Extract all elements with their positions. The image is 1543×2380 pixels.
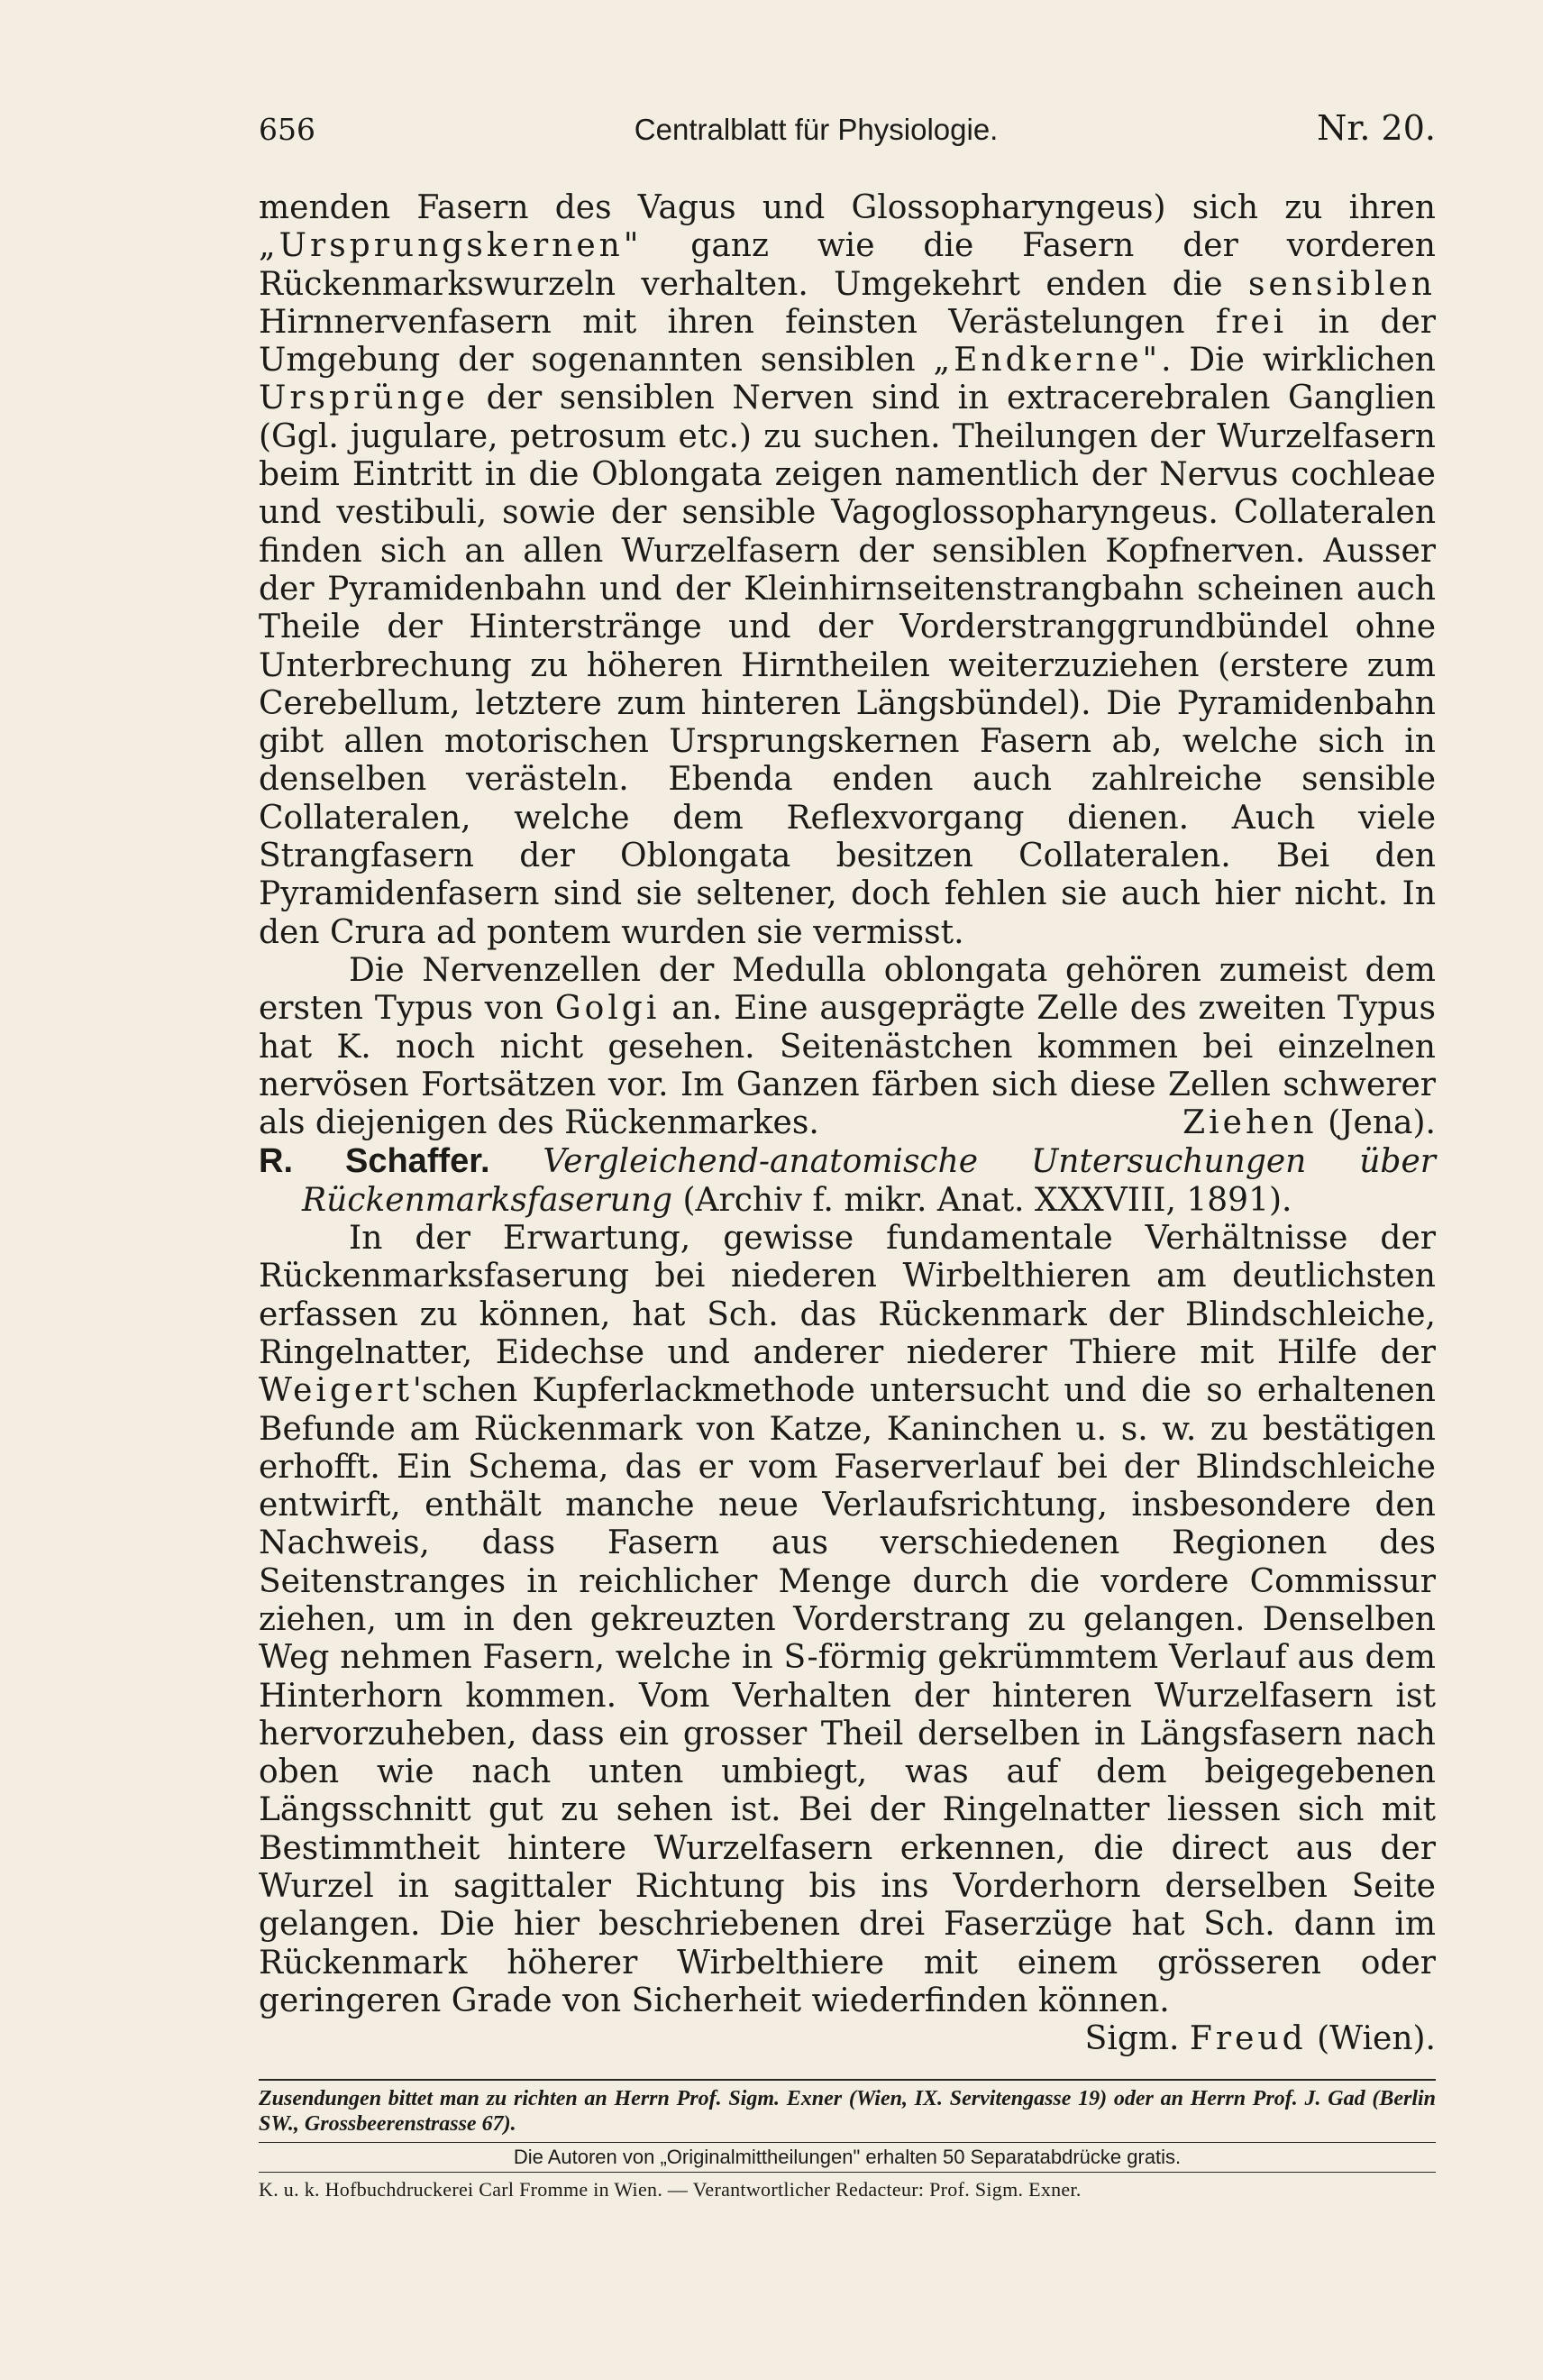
spaced-term: „Ursprungskernen" bbox=[259, 227, 643, 265]
reviewer-signature bbox=[995, 2020, 1436, 2058]
offprints-note: Die Autoren von „Originalmittheilungen" erhalten 50 Separatabdrücke gratis. bbox=[259, 2142, 1436, 2173]
reviewer-place: (Wien). bbox=[1306, 2020, 1436, 2058]
printer-imprint: K. u. k. Hofbuchdruckerei Carl Fromme in Wien. — Verantwortlicher Redacteur: Prof. Sigm. Exner. bbox=[259, 2177, 1082, 2201]
issue-number: Nr. 20. bbox=[1317, 108, 1436, 148]
reviewer-place: (Jena). bbox=[1317, 1104, 1436, 1142]
text-run: an. Eine ausgeprägte Zelle des zweiten Typus hat K. noch nicht gesehen. Seitenästchen kommen bei einzelnen nervösen Fortsätzen vor. Im Ganzen färben sich diese Zellen schwerer als diejenigen des Rückenmarkes. bbox=[259, 990, 1436, 1142]
reviewer-name: Freud bbox=[1189, 2020, 1307, 2058]
page-footer bbox=[259, 2079, 1436, 2202]
review-ziehen-paragraph-2 bbox=[259, 952, 1436, 1142]
text-run: menden Fasern des Vagus und Glossopharyngeus) sich zu ihren bbox=[259, 189, 1436, 226]
text-run: Die Nervenzellen der Medulla oblongata gehören zumeist dem ersten Typus von bbox=[259, 951, 1436, 1028]
text-run: In der Erwartung, gewisse fundamentale Verhältnisse der Rückenmarksfaserung bei niederen Wirbelthieren am deutlichsten erfassen zu können, hat Sch. das Rückenmark der Blindschleiche, Ringelnatter, Eidechse und anderer niederer Thiere mit Hilfe der bbox=[259, 1220, 1436, 1371]
page-number: 656 bbox=[259, 112, 315, 147]
review-ziehen-paragraph-1 bbox=[259, 189, 1436, 952]
reviewer-signature bbox=[1092, 1104, 1436, 1142]
review-title: Vergleichend-anatomische Untersuchungen über Rückenmarksfaserung bbox=[302, 1143, 1436, 1219]
running-title: Centralblatt für Physiologie. bbox=[634, 113, 999, 146]
review-schaffer-heading bbox=[259, 1142, 1436, 1220]
spaced-term: Ursprünge bbox=[259, 380, 469, 417]
review-author: R. Schaffer. bbox=[259, 1142, 490, 1181]
page-header bbox=[259, 108, 1436, 162]
text-run: 'schen Kupferlackmethode untersucht und die so erhaltenen Befunde am Rückenmark von Katze, Kaninchen u. s. w. zu bestätigen erhofft. Ein Schema, das er vom Faserverlauf bei der Blindschleiche entwirft, enthält manche neue Verlaufsrichtung, insbesondere den Nachweis, dass Fasern aus verschiedenen Regionen des Seitenstranges in reichlicher Menge durch die vordere Commissur ziehen, um in den gekreuzten Vorderstrang zu gelangen. Denselben Weg nehmen Fasern, welche in S-förmig gekrümmtem Verlauf aus dem Hinterhorn kommen. Vom Verhalten der hinteren Wurzelfasern ist hervorzuheben, dass ein grosser Theil derselben in Längsfasern nach oben wie nach unten umbiegt, was auf dem beigegebenen Längsschnitt gut zu sehen ist. Bei der Ringelnatter liessen sich mit Bestimmtheit hintere Wurzelfasern erkennen, die direct aus der Wurzel in sagittaler Richtung bis ins Vorderhorn derselben Seite gelangen. Die hier beschriebenen drei Faserzüge hat Sch. dann im Rückenmark höherer Wirbelthiere mit einem grösseren oder geringeren Grade von Sicherheit wiederfinden können. bbox=[259, 1372, 1436, 2019]
text-run: ganz wie die Fasern der vorderen Rückenmarkswurzeln verhalten. Umgekehrt enden die bbox=[259, 227, 1436, 303]
text-run: in der Umgebung der sogenannten sensiblen bbox=[259, 303, 1436, 380]
reviewer-name: Ziehen bbox=[1182, 1104, 1318, 1142]
spaced-term: „Endkerne" bbox=[933, 342, 1162, 380]
review-source: (Archiv f. mikr. Anat. XXXVIII, 1891). bbox=[672, 1181, 1292, 1219]
spaced-term: Weigert bbox=[259, 1372, 413, 1410]
reviewer-prefix: Sigm. bbox=[1084, 2020, 1190, 2058]
body-text bbox=[259, 189, 1436, 2059]
text-run: Hirnnervenfasern mit ihren feinsten Verästelungen bbox=[259, 303, 1216, 341]
text-run: der sensiblen Nerven sind in extracerebralen Ganglien (Ggl. jugulare, petrosum etc.) zu suchen. Theilungen der Wurzelfasern beim Eintritt in die Oblongata zeigen namentlich der Nervus cochleae und vestibuli, sowie der sensible Vagoglossopharyngeus. Collateralen finden sich an allen Wurzelfasern der sensiblen Kopfnerven. Ausser der Pyramidenbahn und der Kleinhirnseitenstrangbahn scheinen auch Theile der Hinterstränge und der Vorderstranggrundbündel ohne Unterbrechung zu höheren Hirntheilen weiterzuziehen (erstere zum Cerebellum, letztere zum hinteren Längsbündel). Die Pyramidenbahn gibt allen motorischen Ursprungskernen Fasern ab, welche sich in denselben verästeln. Ebenda enden auch zahlreiche sensible Collateralen, welche dem Reflexvorgang dienen. Auch viele Strangfasern der Oblongata besitzen Collateralen. Bei den Pyramidenfasern sind sie seltener, doch fehlen sie auch hier nicht. In den Crura ad pontem wurden sie vermisst. bbox=[259, 380, 1436, 951]
journal-page bbox=[259, 108, 1436, 2202]
spaced-term: sensiblen bbox=[1247, 265, 1436, 303]
submission-note: Zusendungen bittet man zu richten an Herrn Prof. Sigm. Exner (Wien, IX. Servitengasse 19) oder an Herrn Prof. J. Gad (Berlin SW., Grossbeerenstrasse 67). bbox=[259, 2086, 1436, 2136]
text-run: . Die wirklichen bbox=[1161, 342, 1436, 380]
spaced-term: Golgi bbox=[554, 990, 661, 1028]
spaced-term: frei bbox=[1215, 303, 1288, 341]
review-schaffer-paragraph bbox=[259, 1220, 1436, 2059]
